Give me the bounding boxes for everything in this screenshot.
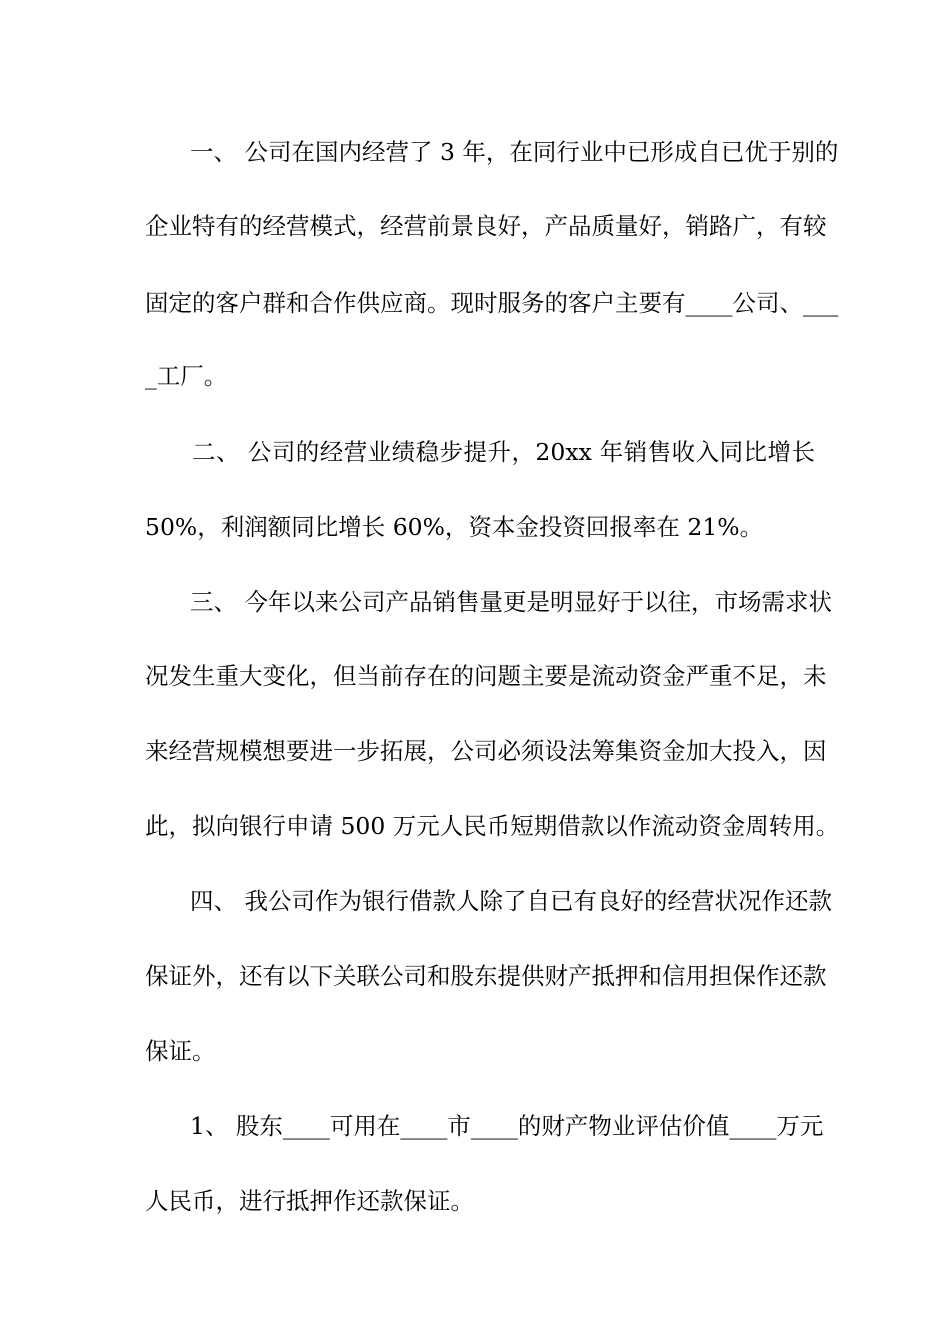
- paragraph-3-line-4: 此，拟向银行申请 500 万元人民币短期借款以作流动资金周转用。: [145, 812, 840, 840]
- paragraph-4-line-3: 保证。: [145, 1037, 216, 1065]
- paragraph-3-line-1: 三、 今年以来公司产品销售量更是明显好于以往，市场需求状: [190, 588, 832, 616]
- paragraph-1-line-4: _工厂。: [145, 362, 228, 390]
- paragraph-3-line-2: 况发生重大变化，但当前存在的问题主要是流动资金严重不足，未: [145, 662, 827, 690]
- paragraph-5-line-1: 1、 股东____可用在____市____的财产物业评估价值____万元: [190, 1112, 824, 1140]
- paragraph-2-line-2: 50%，利润额同比增长 60%，资本金投资回报率在 21%。: [145, 513, 764, 541]
- paragraph-4-line-2: 保证外，还有以下关联公司和股东提供财产抵押和信用担保作还款: [145, 962, 827, 990]
- paragraph-2-line-1: 二、 公司的经营业绩稳步提升，20xx 年销售收入同比增长: [192, 438, 815, 466]
- paragraph-1-line-3: 固定的客户群和合作供应商。现时服务的客户主要有____公司、___: [145, 289, 839, 317]
- paragraph-1-line-1: 一、 公司在国内经营了 3 年，在同行业中已形成自已优于别的: [190, 138, 839, 166]
- paragraph-3-line-3: 来经营规模想要进一步拓展，公司必须设法筹集资金加大投入，因: [145, 737, 827, 765]
- paragraph-1-line-2: 企业特有的经营模式，经营前景良好，产品质量好，销路广，有较: [145, 212, 827, 240]
- paragraph-5-line-2: 人民币，进行抵押作还款保证。: [145, 1187, 474, 1215]
- paragraph-4-line-1: 四、 我公司作为银行借款人除了自已有良好的经营状况作还款: [190, 887, 832, 915]
